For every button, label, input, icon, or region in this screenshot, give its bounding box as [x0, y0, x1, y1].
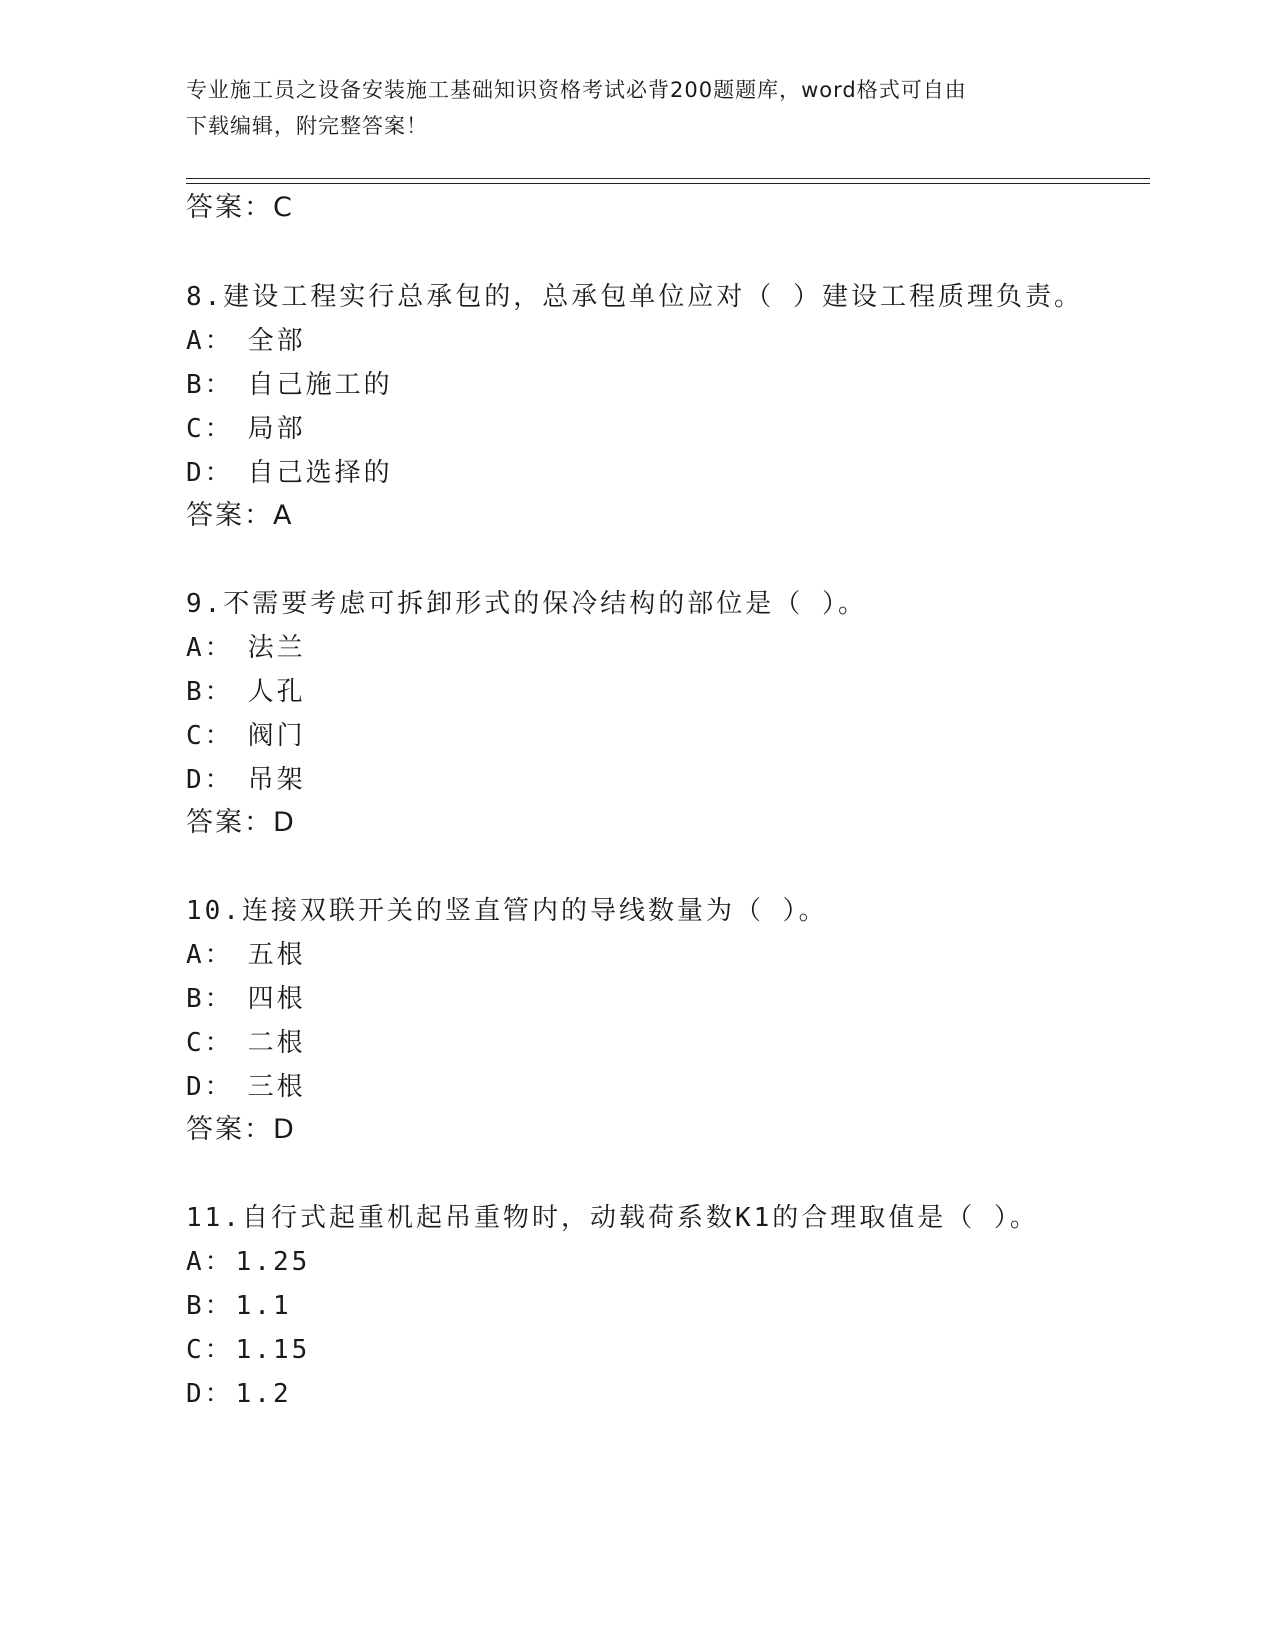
- option-letter: D：: [186, 765, 234, 795]
- option-text: 二根: [247, 1028, 306, 1058]
- question-11-option-d: [186, 1378, 292, 1410]
- option-text: 四根: [247, 984, 306, 1014]
- question-9-option-c: [186, 720, 306, 752]
- option-letter: D：: [186, 1379, 234, 1409]
- option-text: 阀门: [247, 721, 306, 751]
- question-11-option-c: [186, 1334, 310, 1366]
- question-9-stem: 9.不需要考虑可拆卸形式的保冷结构的部位是（ ）。: [186, 589, 867, 619]
- option-text: 五根: [247, 940, 306, 970]
- option-letter: D：: [186, 1072, 234, 1102]
- question-10-option-d: [186, 1071, 306, 1103]
- option-text: 人孔: [247, 677, 306, 707]
- question-9-option-a: [186, 632, 306, 664]
- option-letter: C：: [186, 414, 234, 444]
- option-text: 1.15: [235, 1335, 311, 1365]
- option-text: 1.25: [235, 1247, 311, 1277]
- option-letter: D：: [186, 458, 234, 488]
- option-letter: C：: [186, 1028, 234, 1058]
- option-letter: A：: [186, 633, 234, 663]
- option-letter: C：: [186, 1335, 234, 1365]
- option-text: 局部: [247, 414, 306, 444]
- option-text: 1.2: [235, 1379, 292, 1409]
- option-letter: A：: [186, 326, 234, 356]
- option-letter: B：: [186, 370, 234, 400]
- question-8-answer: 答案：A: [186, 500, 294, 531]
- question-10-stem: 10.连接双联开关的竖直管内的导线数量为（ ）。: [186, 896, 828, 926]
- question-10-option-c: [186, 1027, 306, 1059]
- option-letter: B：: [186, 1291, 234, 1321]
- document-header: [186, 72, 1066, 144]
- header-divider-bottom: [186, 183, 1150, 184]
- option-text: 1.1: [235, 1291, 292, 1321]
- question-11-stem: 11.自行式起重机起吊重物时，动载荷系数K1的合理取值是（ ）。: [186, 1203, 1039, 1233]
- question-8-option-c: [186, 413, 306, 445]
- option-text: 自己选择的: [247, 458, 393, 488]
- question-11-option-a: [186, 1246, 310, 1278]
- question-10-option-b: [186, 983, 306, 1015]
- question-8-option-a: [186, 325, 306, 357]
- question-8-stem: 8.建设工程实行总承包的，总承包单位应对（ ）建设工程质理负责。: [186, 282, 1083, 312]
- header-line-1: 专业施工员之设备安装施工基础知识资格考试必背200题题库，word格式可自由: [186, 78, 967, 102]
- option-letter: A：: [186, 940, 234, 970]
- question-9-option-b: [186, 676, 306, 708]
- header-line-2: 下载编辑，附完整答案！: [186, 114, 428, 138]
- option-text: 法兰: [247, 633, 306, 663]
- question-9-answer: 答案：D: [186, 807, 296, 838]
- question-8-option-b: [186, 369, 393, 401]
- option-letter: A：: [186, 1247, 234, 1277]
- question-10-answer: 答案：D: [186, 1114, 296, 1145]
- question-10-option-a: [186, 939, 306, 971]
- option-letter: C：: [186, 721, 234, 751]
- header-divider-top: [186, 178, 1150, 179]
- option-text: 三根: [247, 1072, 306, 1102]
- question-11-option-b: [186, 1290, 292, 1322]
- option-text: 吊架: [247, 765, 306, 795]
- option-letter: B：: [186, 984, 234, 1014]
- option-text: 全部: [247, 326, 306, 356]
- question-8-option-d: [186, 457, 393, 489]
- option-text: 自己施工的: [247, 370, 393, 400]
- answer-previous: 答案：C: [186, 192, 294, 223]
- question-9-option-d: [186, 764, 306, 796]
- option-letter: B：: [186, 677, 234, 707]
